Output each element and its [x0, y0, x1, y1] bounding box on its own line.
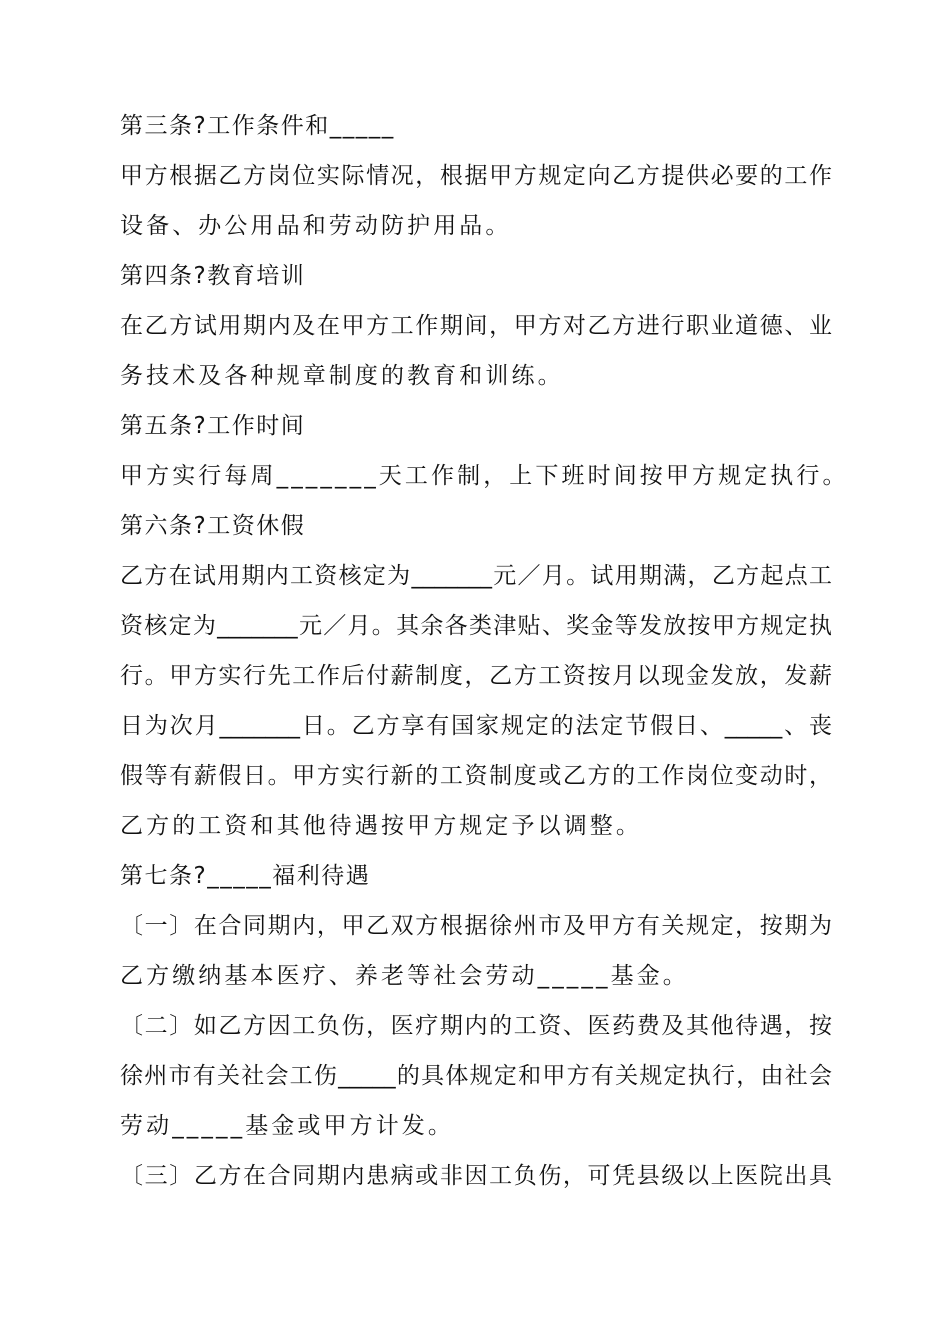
- article-6-text-line: 乙方在试用期内工资核定为_______元／月。试用期满，乙方起点工: [120, 563, 832, 589]
- article-4-heading: 第四条?教育培训: [120, 263, 306, 289]
- article-4-text-line: 在乙方试用期内及在甲方工作期间，甲方对乙方进行职业道德、业: [120, 313, 832, 339]
- article-3-text-line: 甲方根据乙方岗位实际情况，根据甲方规定向乙方提供必要的工作: [120, 163, 832, 189]
- article-6-text-line: 资核定为_______元／月。其余各类津贴、奖金等发放按甲方规定执: [120, 613, 832, 639]
- article-3-text-line: 设备、办公用品和劳动防护用品。: [120, 213, 512, 239]
- article-3-heading: 第三条?工作条件和_____: [120, 113, 395, 139]
- article-5-text-line: 甲方实行每周_______天工作制，上下班时间按甲方规定执行。: [120, 463, 849, 489]
- article-7-item-line: 〔一〕在合同期内，甲乙双方根据徐州市及甲方有关规定，按期为: [120, 913, 832, 939]
- article-7-heading: 第七条?_____福利待遇: [120, 863, 371, 889]
- article-7-item-line: 劳动_____基金或甲方计发。: [120, 1113, 454, 1139]
- article-6-text-line: 乙方的工资和其他待遇按甲方规定予以调整。: [120, 813, 642, 839]
- article-6-text-line: 行。甲方实行先工作后付薪制度，乙方工资按月以现金发放，发薪: [120, 663, 832, 689]
- article-6-text-line: 日为次月_______日。乙方享有国家规定的法定节假日、_____、丧: [120, 713, 832, 739]
- article-5-heading: 第五条?工作时间: [120, 413, 306, 439]
- article-7-item-line: 〔二〕如乙方因工负伤，医疗期内的工资、医药费及其他待遇，按: [120, 1013, 832, 1039]
- article-7-item-line: 〔三〕乙方在合同期内患病或非因工负伤，可凭县级以上医院出具: [120, 1163, 832, 1189]
- article-7-item-line: 乙方缴纳基本医疗、养老等社会劳动_____基金。: [120, 963, 689, 989]
- article-7-item-line: 徐州市有关社会工伤_____的具体规定和甲方有关规定执行，由社会: [120, 1063, 832, 1089]
- article-6-heading: 第六条?工资休假: [120, 513, 306, 539]
- article-6-text-line: 假等有薪假日。甲方实行新的工资制度或乙方的工作岗位变动时，: [120, 763, 832, 789]
- article-4-text-line: 务技术及各种规章制度的教育和训练。: [120, 363, 564, 389]
